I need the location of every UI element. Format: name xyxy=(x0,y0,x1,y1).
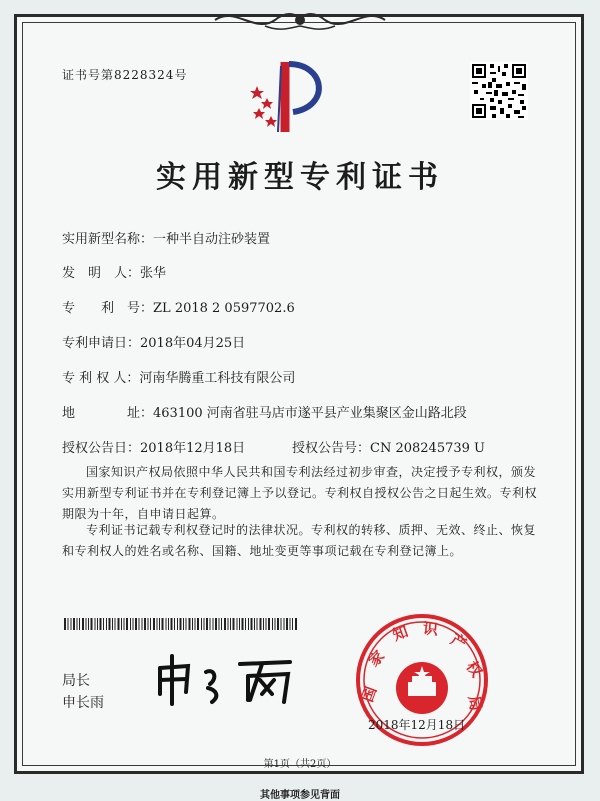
svg-text:识: 识 xyxy=(422,619,439,639)
patent-no-label: 专 利 号： xyxy=(62,301,154,316)
barcode-icon xyxy=(62,617,302,631)
svg-text:知: 知 xyxy=(390,622,411,645)
address-row xyxy=(62,402,467,421)
page-title: 实用新型专利证书 xyxy=(156,160,444,195)
grant-no-row xyxy=(292,437,485,456)
signatory-name: 申长雨 xyxy=(62,695,104,711)
svg-text:家: 家 xyxy=(364,646,389,671)
paragraph-grant: 国家知识产权局依照中华人民共和国专利法经过初步审查，决定授予专利权，颁发实用新型专利证书并在专利登记簿上予以登记。专利权自授权公告之日起生效。专利权期限为十年，自申请日起算。 xyxy=(62,465,538,521)
inventor-value: 张华 xyxy=(140,266,167,281)
model-name-label: 实用新型名称： xyxy=(62,232,154,247)
back-notice: 其他事项参见背面 xyxy=(260,790,340,801)
filing-date-row xyxy=(62,332,245,351)
svg-text:局: 局 xyxy=(464,694,486,713)
signatory-title: 局长 xyxy=(62,673,90,689)
certificate-number: 证书号第8228324号 xyxy=(62,68,188,82)
address-value: 463100 河南省驻马店市遂平县产业集聚区金山路北段 xyxy=(153,406,467,421)
model-name-value: 一种半自动注砂装置 xyxy=(153,232,271,247)
model-name-row xyxy=(62,228,270,247)
grant-no-label: 授权公告号： xyxy=(292,441,371,456)
filing-date-value: 2018年04月25日 xyxy=(140,336,246,351)
inventor-label: 发 明 人： xyxy=(62,266,141,281)
ornament-icon xyxy=(205,6,395,34)
patentee-value: 河南华腾重工科技有限公司 xyxy=(139,371,296,386)
svg-text:权: 权 xyxy=(462,657,486,681)
grant-date-value: 2018年12月18日 xyxy=(140,441,246,456)
inventor-row xyxy=(62,262,166,281)
filing-date-label: 专利申请日： xyxy=(62,336,141,351)
patent-no-value: ZL 2018 2 0597702.6 xyxy=(153,301,295,316)
handwritten-signature xyxy=(150,650,300,710)
grant-date-label: 授权公告日： xyxy=(62,441,141,456)
grant-no-value: CN 208245739 U xyxy=(370,441,485,456)
address-label: 地 址： xyxy=(62,406,154,421)
page-number: 第1页（共2页） xyxy=(263,759,337,770)
patentee-label: 专 利 权 人： xyxy=(62,371,140,386)
cnipa-logo-icon xyxy=(245,56,335,138)
patentee-row xyxy=(62,367,295,386)
svg-text:产: 产 xyxy=(447,630,470,654)
svg-text:国: 国 xyxy=(358,684,381,705)
qr-code-icon xyxy=(470,62,528,120)
seal-date: 2018年12月18日 xyxy=(368,718,466,732)
paragraph-legal: 专利证书记载专利权登记时的法律状况。专利权的转移、质押、无效、终止、恢复和专利权人的姓名或名称、国籍、地址变更等事项记载在专利登记簿上。 xyxy=(62,523,537,558)
patent-no-row xyxy=(62,297,295,316)
grant-date-row xyxy=(62,437,245,456)
